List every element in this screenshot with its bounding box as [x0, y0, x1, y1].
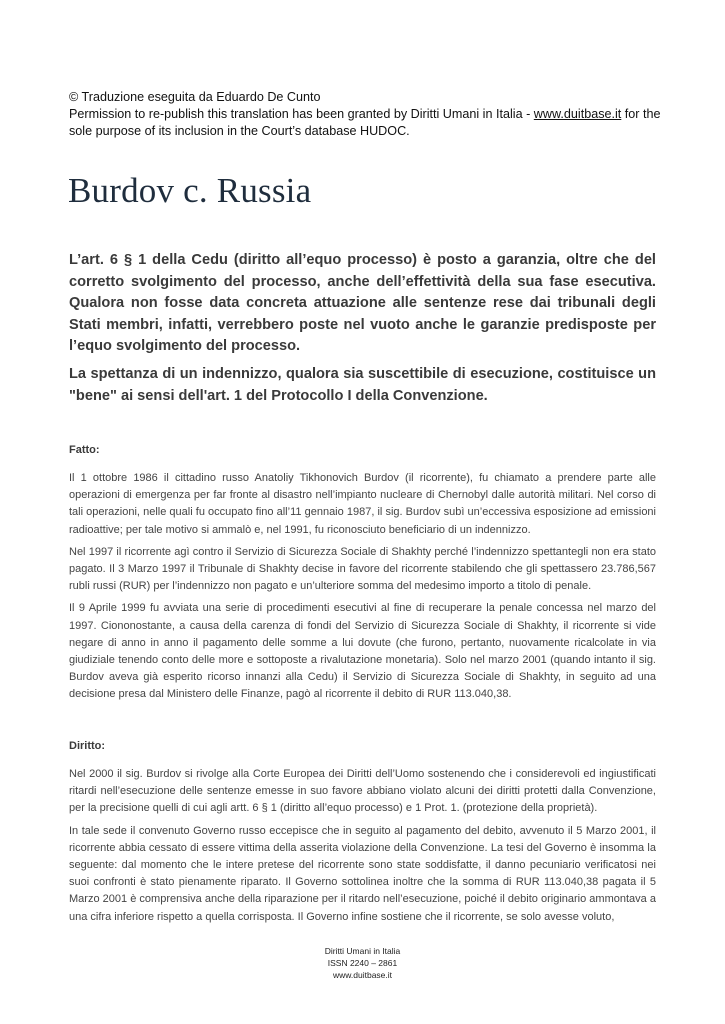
- footer-publisher: Diritti Umani in Italia: [324, 946, 401, 956]
- section-heading-fatto: Fatto:: [69, 444, 100, 456]
- credit-line-translator: © Traduzione eseguita da Eduardo De Cunto: [69, 90, 321, 104]
- duitbase-link[interactable]: www.duitbase.it: [533, 107, 622, 121]
- permission-text: Permission to re-publish this translation has been granted by Diritti Umani in Italia -: [69, 107, 534, 121]
- body-paragraph: In tale sede il convenuto Governo russo eccepisce che in seguito al pagamento del debito, avvenuto il 5 Marzo 2001, il ricorrente abbia cessato di essere vittima della asserita violazione della Convenzione. La tesi del Governo è insomma la seguente: dal momento che le intere pretese del ricorrente sono state soddisfatte, il danno pecuniario verificatosi nei suoi confronti è stato pienamente riparato. Il Governo sottolinea inoltre che la somma di RUR 113.040,38 pagata il 5 Marzo 2001 è comprensiva anche della riparazione per il ritardo nell’esecuzione, poiché il debito originario ammontava a una cifra inferiore rispetto a quella corrisposta. Il Governo infine sostiene che il ricorrente, se solo avesse voluto,: [69, 824, 656, 923]
- permission-text-suffix: for the sole purpose of its inclusion in the Court’s database HUDOC.: [69, 107, 661, 138]
- page-footer: [0, 945, 725, 981]
- summary-paragraph: La spettanza di un indennizzo, qualora sia suscettibile di esecuzione, costituisce un "bene" ai sensi dell'art. 1 del Protocollo I della Convenzione.: [69, 365, 656, 404]
- footer-website: www.duitbase.it: [332, 970, 393, 980]
- body-paragraph: Nel 2000 il sig. Burdov si rivolge alla Corte Europea dei Diritti dell’Uomo sostenendo che i considerevoli ed ingiustificati ritardi nell’esecuzione delle sentenze emesse in suo favore abbiano violato alcuni dei diritti protetti dalla Convenzione, per la precisione quelli di cui agli artt. 6 § 1 (diritto all’equo processo) e 1 Prot. 1. (protezione della proprietà).: [69, 768, 656, 815]
- credit-line-permission: [69, 106, 669, 140]
- case-summary: [69, 250, 656, 413]
- footer-issn: ISSN 2240 – 2861: [327, 958, 398, 968]
- section-diritto: [69, 766, 656, 931]
- body-paragraph: Il 9 Aprile 1999 fu avviata una serie di procedimenti esecutivi al fine di recuperare la penale concessa nel marzo del 1997. Ciononostante, a causa della carenza di fondi del Servizio di Sicurezza Sociale di Shakhty, il ricorrente si vide negare di anno in anno il pagamento delle somme a lui dovute (che furono, pertanto, nuovamente ricalcolate in via giudiziale tenendo conto delle more e sottoposte a rivalutazione monetaria). Solo nel marzo 2001 (quando intanto il sig. Burdov aveva già esperito ricorso innanzi alla Cedu) il Servizio di Sicurezza Sociale di Shakhty, in seguito ad una decisione presa dal Ministero delle Finanze, pagò al ricorrente il debito di RUR 113.040,38.: [69, 602, 656, 701]
- section-heading-diritto: Diritto:: [69, 740, 106, 752]
- body-paragraph: Il 1 ottobre 1986 il cittadino russo Anatoliy Tikhonovich Burdov (il ricorrente), fu chiamato a prendere parte alle operazioni di emergenza per far fronte al disastro nell’impianto nucleare di Chernobyl dalle autorità militari. Nel corso di tali operazioni, nelle quali fu occupato fino all’11 gennaio 1987, il sig. Burdov subì un’eccessiva esposizione ad emissioni radioattive; per tale motivo si ammalò e, nel 1991, fu riconosciuto beneficiario di un indennizzo.: [69, 472, 656, 536]
- summary-paragraph: L’art. 6 § 1 della Cedu (diritto all’equo processo) è posto a garanzia, oltre che del corretto svolgimento del processo, anche dell’effettività della sua fase esecutiva. Qualora non fosse data concreta attuazione alle sentenze rese dai tribunali degli Stati membri, infatti, verrebbero poste nel vuoto anche le garanzie predisposte per l’equo svolgimento del processo.: [69, 252, 656, 355]
- translation-credit: [69, 89, 669, 140]
- document-title: Burdov c. Russia: [68, 171, 312, 210]
- body-paragraph: Nel 1997 il ricorrente agì contro il Servizio di Sicurezza Sociale di Shakhty perché l’indennizzo spettantegli non era stato pagato. Il 3 Marzo 1997 il Tribunale di Shakhty decise in favore del ricorrente stabilendo che gli spettassero 23.786,567 rubli russi (RUR) per l’indennizzo non pagato e un’ulteriore somma del medesimo importo a titolo di penale.: [69, 545, 656, 593]
- section-fatto: [69, 470, 656, 709]
